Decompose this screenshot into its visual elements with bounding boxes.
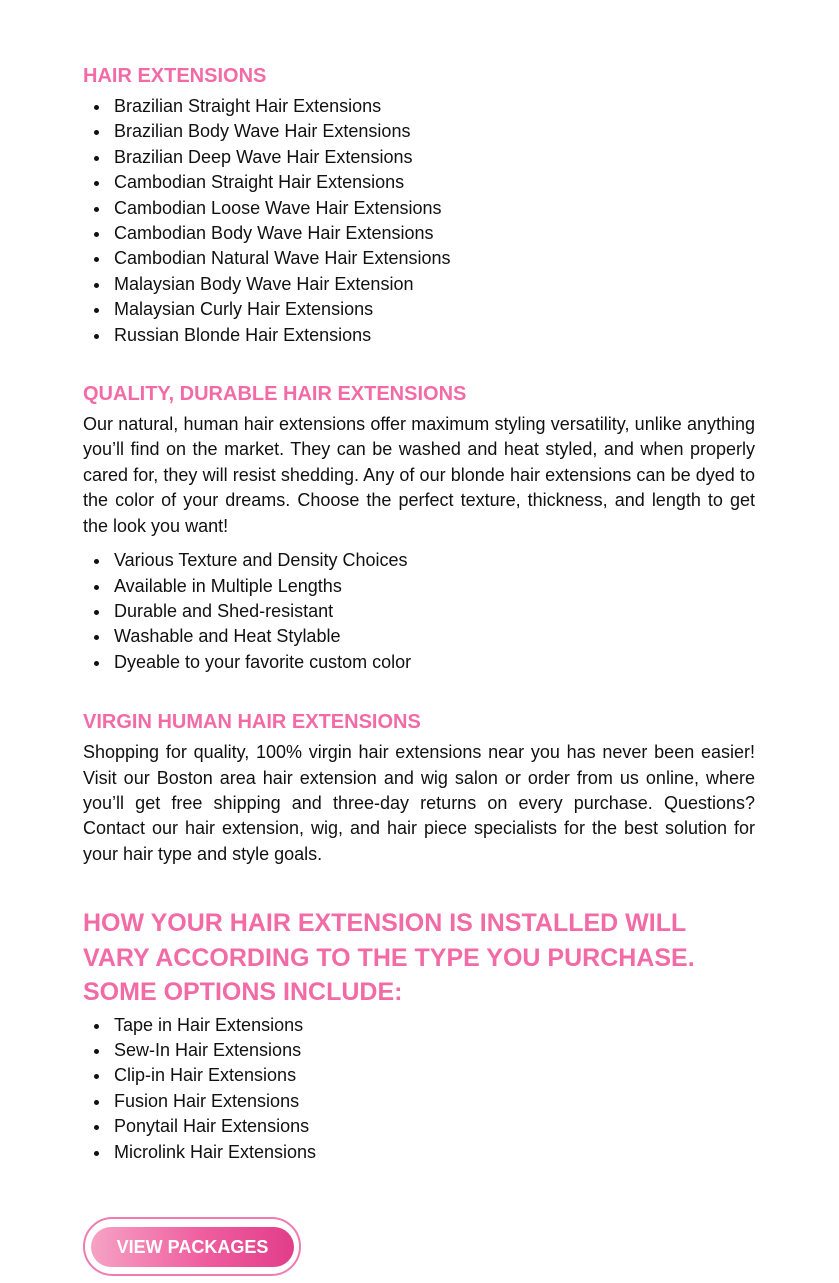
list-item: Russian Blonde Hair Extensions bbox=[114, 323, 755, 348]
list-item: Cambodian Straight Hair Extensions bbox=[114, 170, 755, 195]
list-item: Clip-in Hair Extensions bbox=[114, 1063, 755, 1088]
quality-paragraph: Our natural, human hair extensions offer maximum styling versatility, unlike anything you’ll find on the market. They can be washed and heat styled, and when properly cared for, they will resist shedding. Any of our blonde hair extensions can be dyed to the color of your dreams. Choose the perfect texture, thickness, and length to get the look you want! bbox=[83, 414, 755, 536]
install-list bbox=[83, 1013, 755, 1165]
list-item: Sew-In Hair Extensions bbox=[114, 1038, 755, 1063]
list-item: Dyeable to your favorite custom color bbox=[114, 650, 755, 675]
list-item: Tape in Hair Extensions bbox=[114, 1013, 755, 1038]
main-content bbox=[83, 62, 755, 1165]
list-item: Various Texture and Density Choices bbox=[114, 548, 755, 573]
list-item: Fusion Hair Extensions bbox=[114, 1089, 755, 1114]
list-item: Cambodian Loose Wave Hair Extensions bbox=[114, 196, 755, 221]
list-item: Brazilian Body Wave Hair Extensions bbox=[114, 119, 755, 144]
list-item: Brazilian Straight Hair Extensions bbox=[114, 94, 755, 119]
install-heading: HOW YOUR HAIR EXTENSION IS INSTALLED WILL VARY ACCORDING TO THE TYPE YOU PURCHASE. SOME OPTIONS INCLUDE: bbox=[83, 909, 695, 1007]
list-item: Cambodian Natural Wave Hair Extensions bbox=[114, 246, 755, 271]
list-item: Durable and Shed-resistant bbox=[114, 599, 755, 624]
list-item: Cambodian Body Wave Hair Extensions bbox=[114, 221, 755, 246]
view-packages-button[interactable]: VIEW PACKAGES bbox=[91, 1227, 294, 1267]
hair-extensions-heading: HAIR EXTENSIONS bbox=[83, 65, 267, 87]
list-item: Ponytail Hair Extensions bbox=[114, 1114, 755, 1139]
list-item: Malaysian Curly Hair Extensions bbox=[114, 297, 755, 322]
list-item: Available in Multiple Lengths bbox=[114, 574, 755, 599]
list-item: Washable and Heat Stylable bbox=[114, 624, 755, 649]
view-packages-button-frame bbox=[83, 1217, 301, 1276]
virgin-paragraph: Shopping for quality, 100% virgin hair extensions near you has never been easier! Visit our Boston area hair extension and wig salon or order from us online, where you’ll get free shipping and three-day returns on every purchase. Questions? Contact our hair extension, wig, and hair piece specialists for the best solution for your hair type and style goals. bbox=[83, 742, 755, 864]
virgin-heading: VIRGIN HUMAN HAIR EXTENSIONS bbox=[83, 711, 421, 734]
list-item: Brazilian Deep Wave Hair Extensions bbox=[114, 145, 755, 170]
hair-extensions-list bbox=[83, 94, 755, 348]
list-item: Malaysian Body Wave Hair Extension bbox=[114, 272, 755, 297]
list-item: Microlink Hair Extensions bbox=[114, 1140, 755, 1165]
quality-list bbox=[83, 548, 755, 675]
quality-heading: QUALITY, DURABLE HAIR EXTENSIONS bbox=[83, 383, 467, 406]
